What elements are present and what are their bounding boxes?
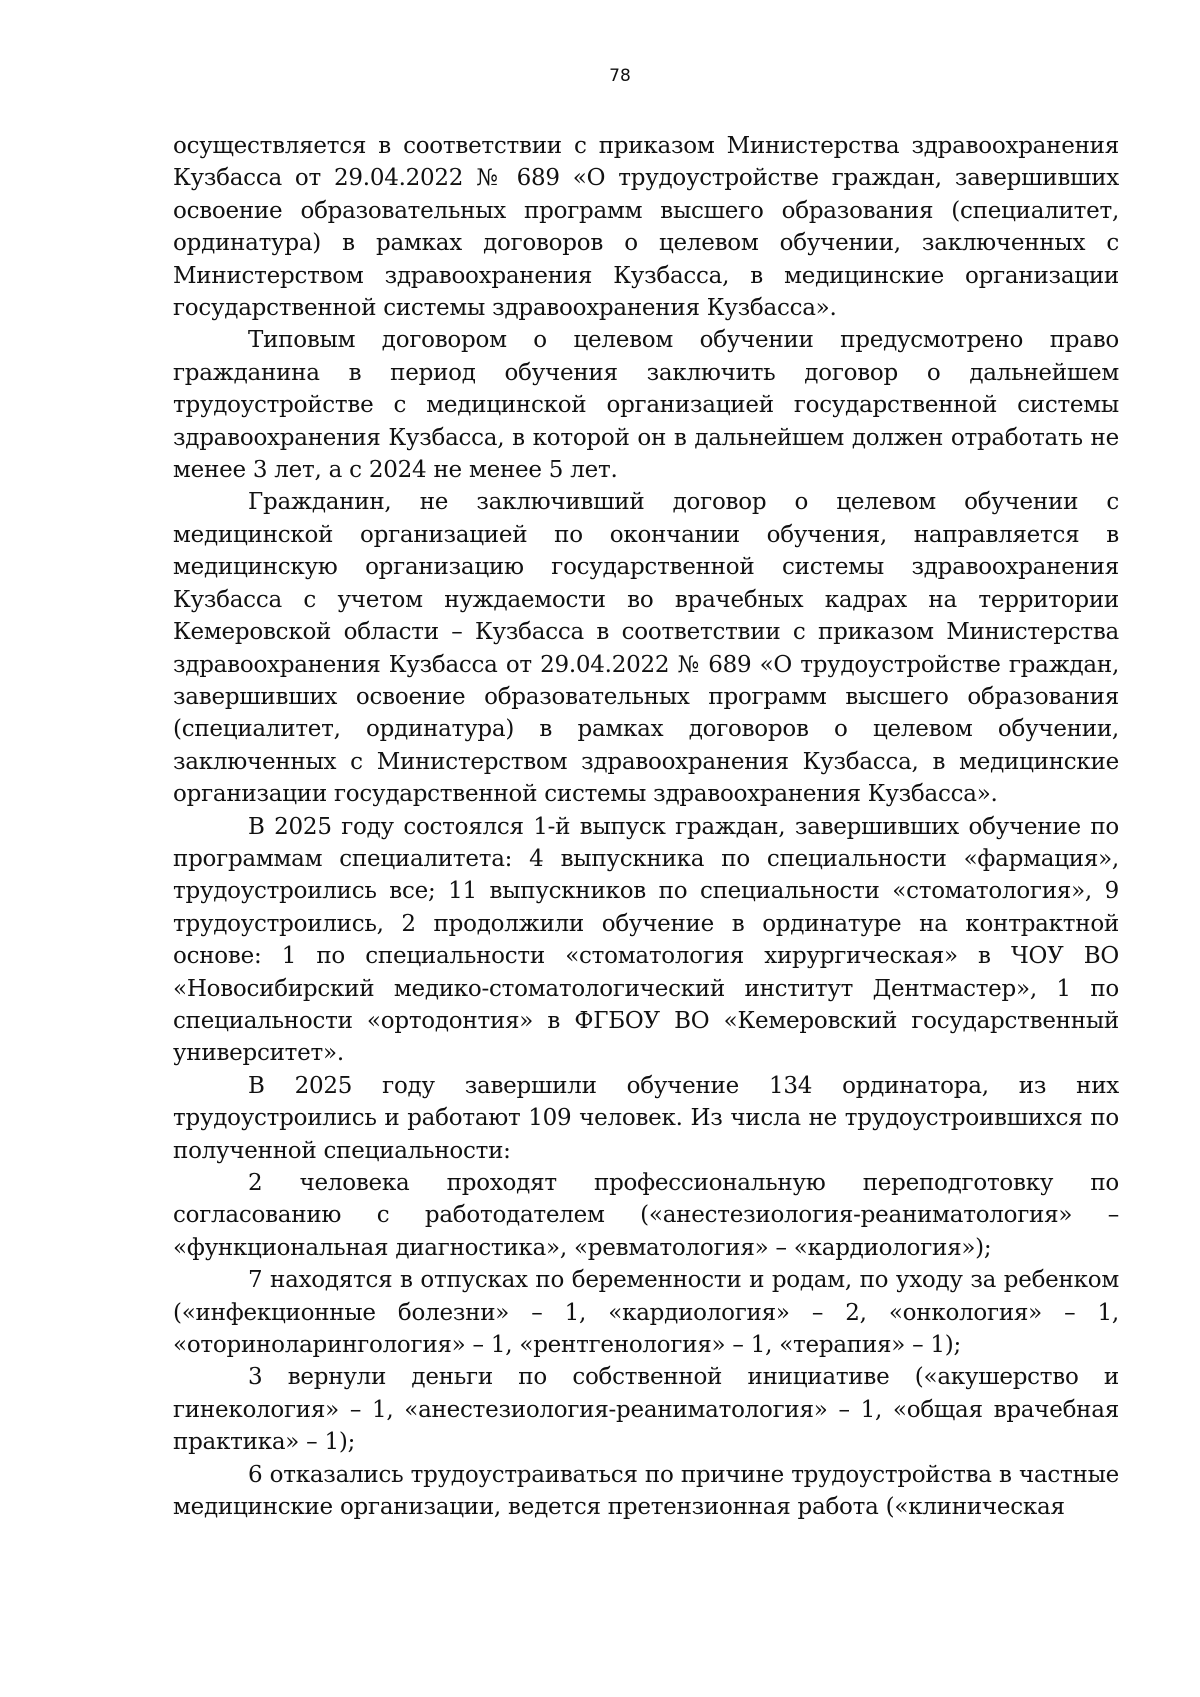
page-number: 78: [609, 66, 631, 86]
paragraph-continuation: осуществляется в соответствии с приказом Министерства здравоохранения Кузбасса от 29.04.2022 № 689 «О трудоустройстве граждан, завершивших освоение образовательных программ высшего образования (специалитет, ординатура) в рамках договоров о целевом обучении, заключенных с Министерством здравоохранения Кузбасса, в медицинские организации государственной системы здравоохранения Кузбасса».: [173, 133, 1119, 322]
paragraph-refused-employment: 6 отказались трудоустраиваться по причине трудоустройства в частные медицинские организации, ведется претензионная работа («клиническая: [173, 1461, 1119, 1521]
paragraph-retraining: 2 человека проходят профессиональную переподготовку по согласованию с работодателем («анестезиология-реаниматология» – «функциональная диагностика», «ревматология» – «кардиология»);: [173, 1170, 1119, 1261]
paragraph-specialist-graduates: В 2025 году состоялся 1-й выпуск граждан, завершивших обучение по программам специалитета: 4 выпускника по специальности «фармация», трудоустроились все; 11 выпускников по специальности «стоматология», 9 трудоустроились, 2 продолжили обучение в ординатуре на контрактной основе: 1 по специальности «стоматология хирургическая» в ЧОУ ВО «Новосибирский медико-стоматологический институт Дентмастер», 1 по специальности «ортодонтия» в ФГБОУ ВО «Кемеровский государственный университет».: [173, 813, 1119, 1067]
paragraph-citizen-direction: Гражданин, не заключивший договор о целевом обучении с медицинской организацией по окончании обучения, направляется в медицинскую организацию государственной системы здравоохранения Кузбасса с учетом нуждаемости во врачебных кадрах на территории Кемеровской области – Кузбасса в соответствии с приказом Министерства здравоохранения Кузбасса от 29.04.2022 № 689 «О трудоустройстве граждан, завершивших освоение образовательных программ высшего образования (специалитет, ординатура) в рамках договоров о целевом обучении, заключенных с Министерством здравоохранения Кузбасса, в медицинские организации государственной системы здравоохранения Кузбасса».: [173, 489, 1119, 808]
paragraph-typical-contract: Типовым договором о целевом обучении предусмотрено право гражданина в период обучения заключить договор о дальнейшем трудоустройстве с медицинской организацией государственной системы здравоохранения Кузбасса, в которой он в дальнейшем должен отработать не менее 3 лет, а с 2024 не менее 5 лет.: [173, 327, 1119, 484]
paragraph-returned-money: 3 вернули деньги по собственной инициативе («акушерство и гинекология» – 1, «анестезиология-реаниматология» – 1, «общая врачебная практика» – 1);: [173, 1364, 1119, 1456]
paragraph-maternity-leave: 7 находятся в отпусках по беременности и родам, по уходу за ребенком («инфекционные болезни» – 1, «кардиология» – 2, «онкология» – 1, «оториноларингология» – 1, «рентгенология» – 1, «терапия» – 1);: [173, 1267, 1119, 1359]
paragraph-residents-graduates: В 2025 году завершили обучение 134 ординатора, из них трудоустроились и работают 109 человек. Из числа не трудоустроившихся по полученной специальности:: [173, 1072, 1119, 1164]
body-text: [173, 130, 1119, 1523]
